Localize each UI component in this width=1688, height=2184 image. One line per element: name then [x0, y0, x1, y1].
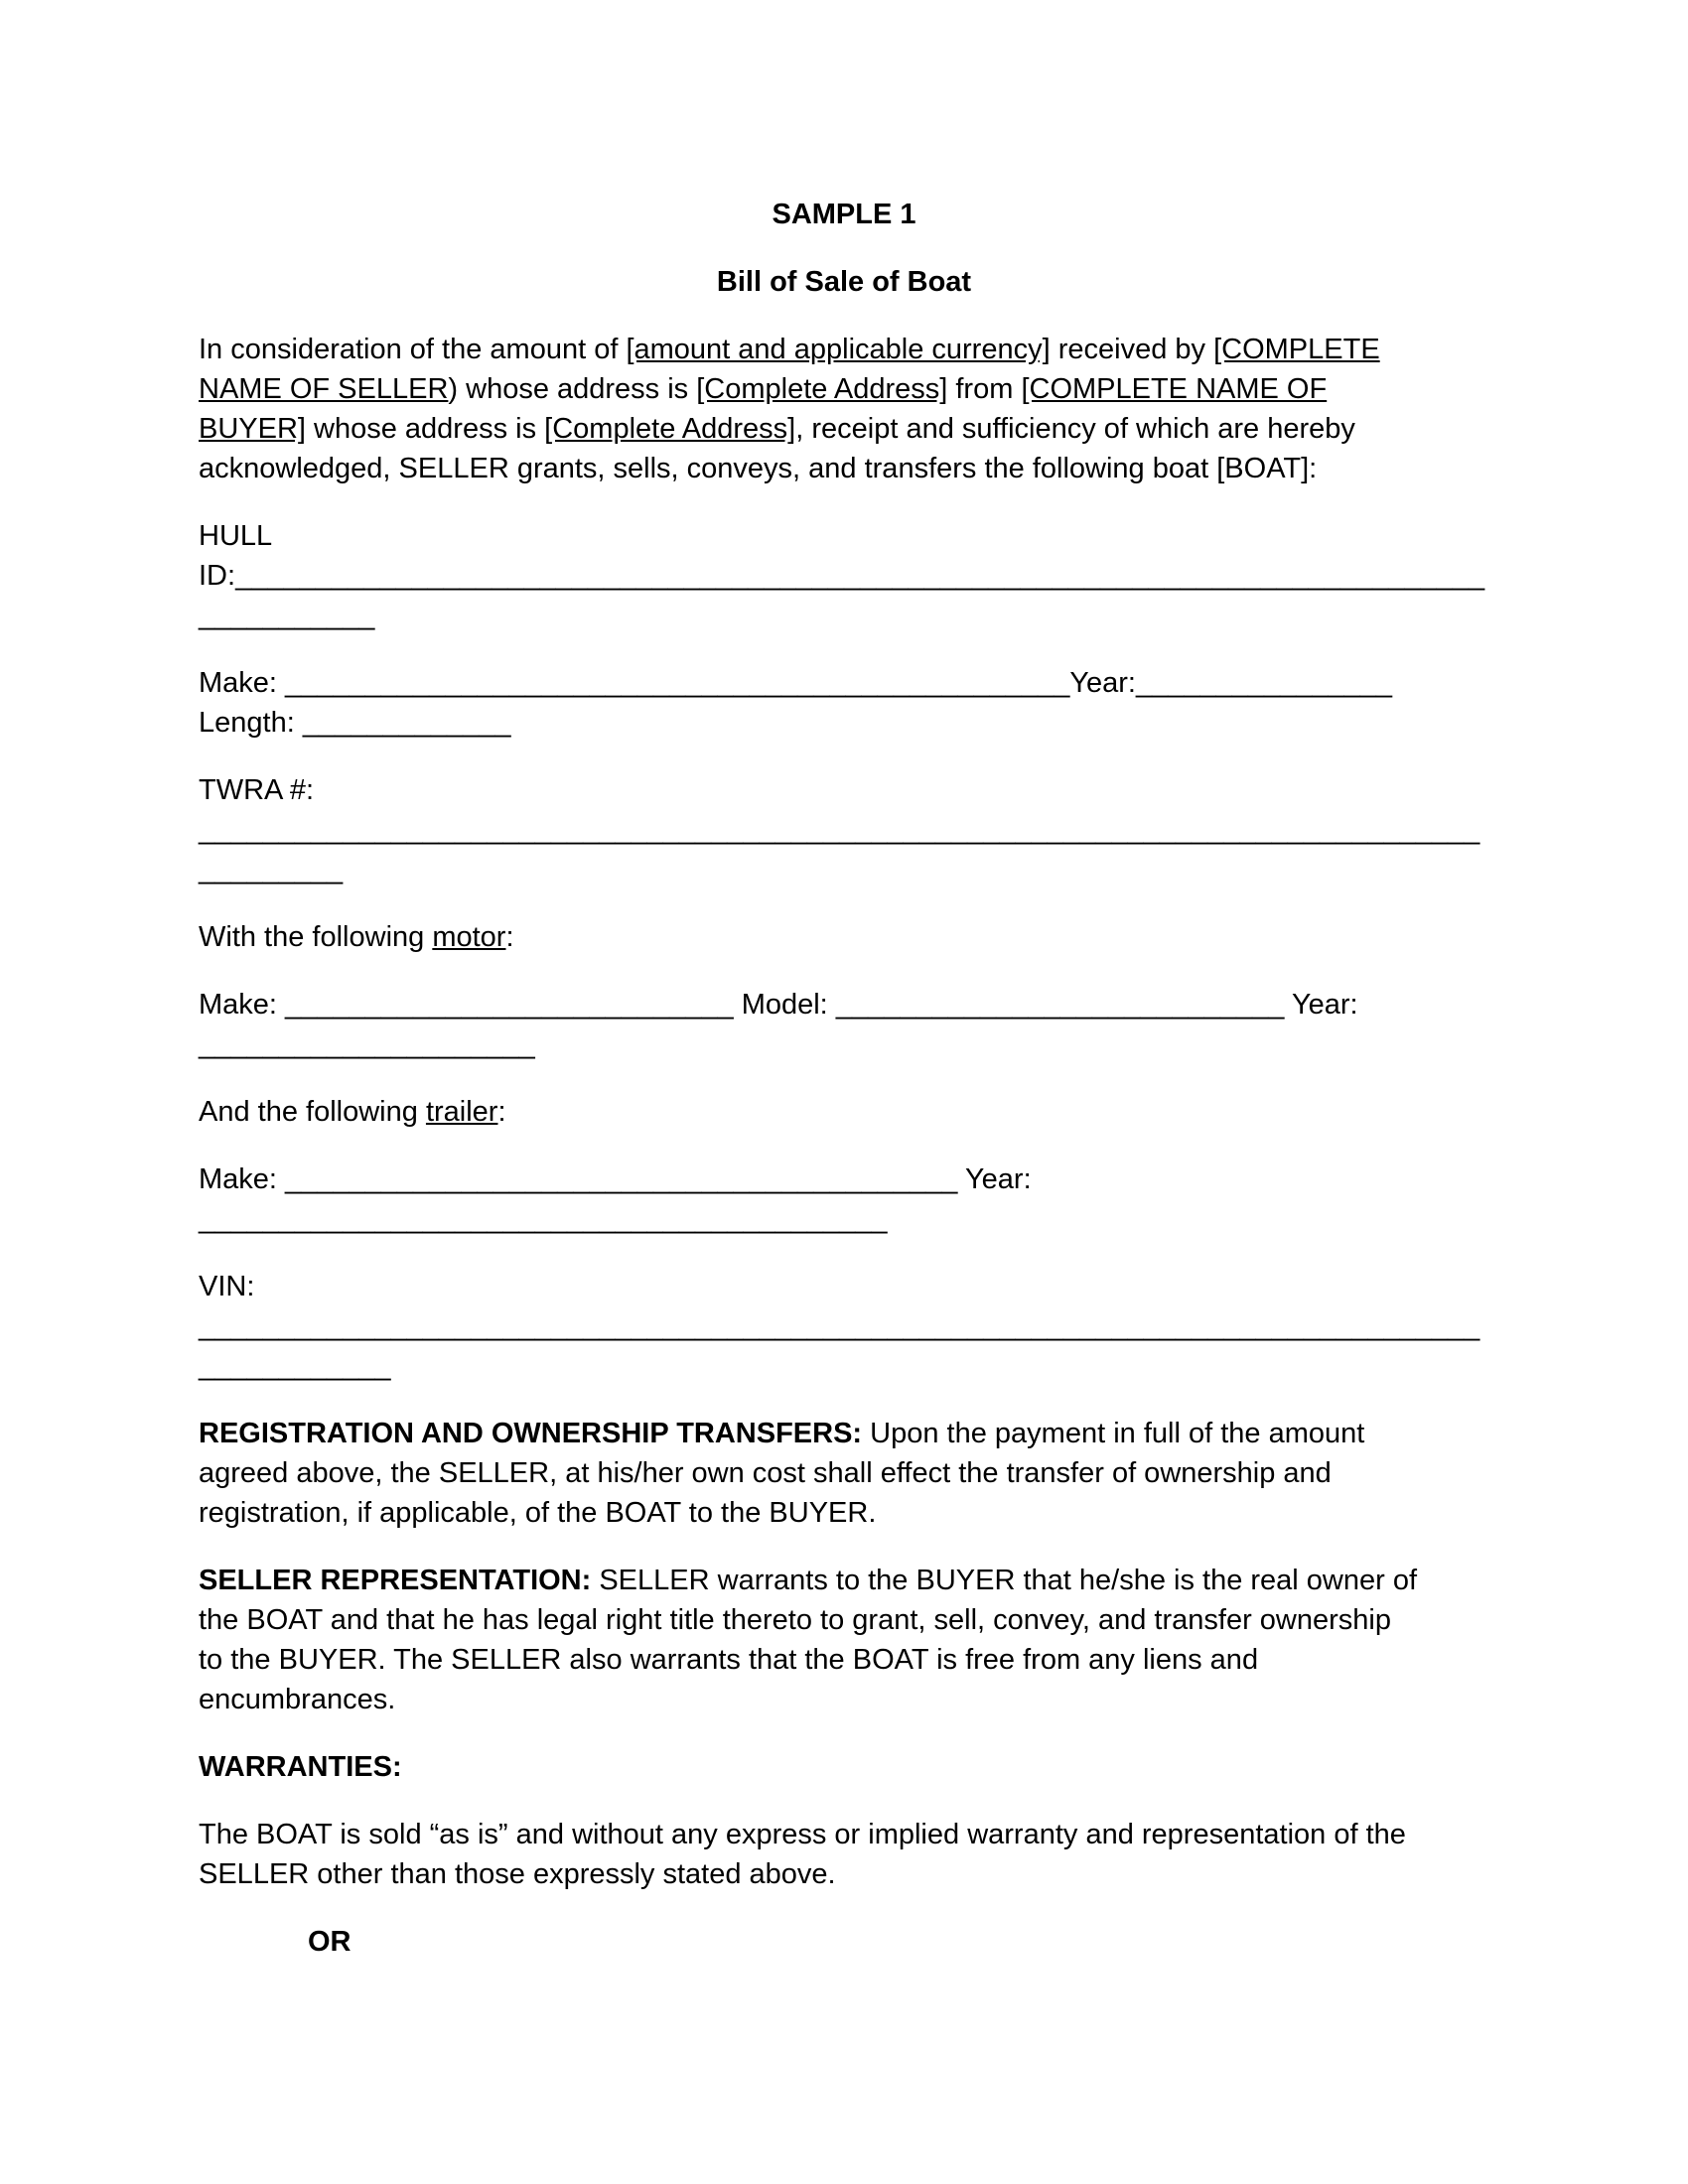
text-line [199, 917, 1489, 957]
text-segment: Length: [199, 707, 303, 739]
text-segment: Make: [199, 989, 286, 1021]
text-segment: Bill of Sale of Boat [716, 266, 972, 298]
text-segment: And the following [199, 1096, 426, 1128]
text-line [199, 262, 1489, 302]
vin-field [199, 1267, 1489, 1386]
text-segment: ________________ [1135, 667, 1393, 699]
text-line [199, 1640, 1489, 1680]
text-segment: SELLER other than those expressly stated above. [199, 1858, 836, 1890]
text-segment: agreed above, the SELLER, at his/her own cost shall effect the transfer of ownership and [199, 1457, 1332, 1489]
text-line [199, 1199, 1489, 1239]
text-segment: ________________________________________________________________________________ [199, 1310, 1480, 1342]
text-line [199, 1306, 1489, 1346]
text-line [199, 195, 1489, 234]
text-line [199, 1414, 1489, 1453]
text-segment: Year: [957, 1163, 1032, 1195]
fill-in-placeholder: BUYER] [199, 413, 306, 445]
doc-title [199, 262, 1489, 302]
text-line [199, 850, 1489, 889]
text-segment: SAMPLE 1 [772, 199, 916, 230]
text-segment: Upon the payment in full of the amount [862, 1418, 1365, 1449]
text-line [199, 1600, 1489, 1640]
text-segment: In consideration of the amount of [199, 334, 627, 365]
text-line [199, 369, 1489, 409]
sample-label [199, 195, 1489, 234]
text-segment: registration, if applicable, of the BOAT to the BUYER. [199, 1497, 877, 1529]
text-line [199, 1453, 1489, 1493]
motor-make-model-year-field [199, 985, 1489, 1064]
text-segment: VIN: [199, 1271, 255, 1302]
text-line [199, 1092, 1489, 1132]
hull-id-field [199, 516, 1489, 635]
text-segment: REGISTRATION AND OWNERSHIP TRANSFERS: [199, 1418, 863, 1449]
text-line [199, 1267, 1489, 1306]
text-segment: Model: [733, 989, 836, 1021]
motor-section-label [199, 917, 1489, 957]
registration-clause [199, 1414, 1489, 1533]
text-segment: ____________________________ [285, 989, 734, 1021]
text-segment: OR [308, 1926, 352, 1958]
boat-make-year-length-field [199, 663, 1489, 743]
text-line [199, 1680, 1489, 1719]
text-segment: , receipt and sufficiency of which are hereby [795, 413, 1355, 445]
trailer-section-label [199, 1092, 1489, 1132]
text-line [199, 810, 1489, 850]
text-segment: from [947, 373, 1022, 405]
text-segment: SELLER REPRESENTATION: [199, 1565, 592, 1596]
trailer-make-year-field [199, 1160, 1489, 1239]
text-segment: _________ [199, 854, 344, 886]
text-segment: _____________ [302, 707, 511, 739]
text-line [308, 1922, 1489, 1962]
text-line [199, 449, 1489, 488]
text-segment: the BOAT and that he has legal right title thereto to grant, sell, convey, and transfer ownership [199, 1604, 1391, 1636]
text-segment: _________________________________________________ [285, 667, 1070, 699]
text-segment: Year: [1069, 667, 1136, 699]
text-segment: ______________________________________________________________________________ [235, 560, 1485, 592]
seller-representation-clause [199, 1561, 1489, 1719]
text-segment: HULL [199, 520, 273, 552]
fill-in-placeholder: [COMPLETE NAME OF [1021, 373, 1328, 405]
text-segment: _____________________ [199, 1028, 535, 1060]
fill-in-placeholder: trailer [425, 1096, 498, 1128]
text-segment: to the BUYER. The SELLER also warrants that the BOAT is free from any liens and [199, 1644, 1259, 1676]
fill-in-placeholder: NAME OF SELLER [199, 373, 449, 405]
text-line [199, 1346, 1489, 1386]
text-line [199, 556, 1489, 596]
text-segment: ) whose address is [448, 373, 697, 405]
text-segment: WARRANTIES: [199, 1751, 402, 1783]
text-segment: ___________ [199, 600, 375, 631]
text-segment: __________________________________________ [285, 1163, 958, 1195]
text-line [199, 1747, 1489, 1787]
text-segment: TWRA #: [199, 774, 315, 806]
text-segment: ________________________________________________________________________________ [199, 814, 1480, 846]
text-line [199, 1024, 1489, 1064]
text-segment: ____________________________ [835, 989, 1285, 1021]
fill-in-placeholder: motor [432, 921, 506, 953]
text-segment: ___________________________________________ [199, 1203, 888, 1235]
fill-in-placeholder: [amount and applicable currency] [626, 334, 1051, 365]
text-segment: Year: [1284, 989, 1358, 1021]
text-line [199, 330, 1489, 369]
intro-paragraph [199, 330, 1489, 488]
warranties-heading [199, 1747, 1489, 1787]
text-line [199, 703, 1489, 743]
text-segment: ID: [199, 560, 236, 592]
text-line [199, 1815, 1489, 1854]
text-segment: The BOAT is sold “as is” and without any express or implied warranty and representation of the [199, 1819, 1406, 1850]
text-line [199, 1160, 1489, 1199]
text-segment: received by [1050, 334, 1214, 365]
fill-in-placeholder: [Complete Address] [544, 413, 796, 445]
text-line [199, 1561, 1489, 1600]
text-segment: Make: [199, 667, 286, 699]
text-line [199, 1493, 1489, 1533]
twra-number-field [199, 770, 1489, 889]
text-segment: ____________ [199, 1350, 391, 1382]
text-segment: With the following [199, 921, 433, 953]
text-line [199, 770, 1489, 810]
text-line [199, 596, 1489, 635]
text-segment: : [497, 1096, 506, 1128]
or-label [199, 1922, 1489, 1962]
text-segment: SELLER warrants to the BUYER that he/she is the real owner of [591, 1565, 1418, 1596]
as-is-clause [199, 1815, 1489, 1894]
text-segment: Make: [199, 1163, 286, 1195]
text-line [199, 409, 1489, 449]
text-line [199, 663, 1489, 703]
text-segment: whose address is [305, 413, 545, 445]
text-line [199, 516, 1489, 556]
text-segment: : [505, 921, 514, 953]
text-line [199, 1854, 1489, 1894]
text-segment: acknowledged, SELLER grants, sells, conveys, and transfers the following boat [BOAT]: [199, 453, 1318, 484]
text-segment: encumbrances. [199, 1684, 396, 1715]
fill-in-placeholder: [COMPLETE [1213, 334, 1380, 365]
text-line [199, 985, 1489, 1024]
fill-in-placeholder: [Complete Address] [696, 373, 948, 405]
